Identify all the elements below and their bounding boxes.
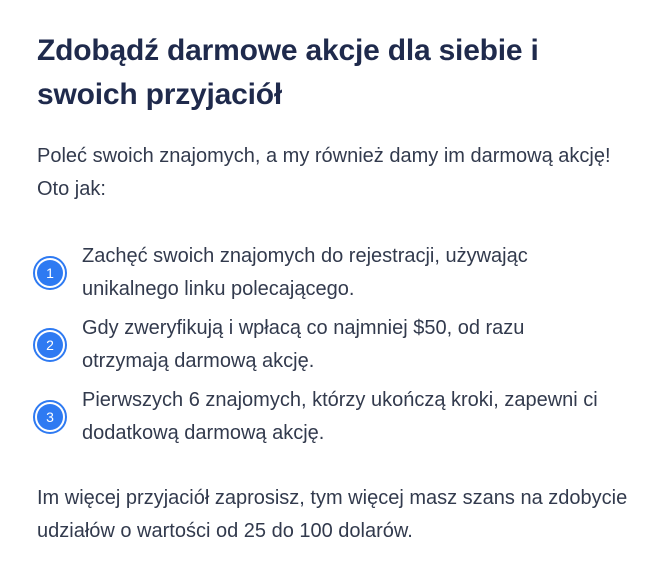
step-item-2 (37, 312, 634, 378)
step-2-number: 2 (37, 332, 63, 358)
steps-list (37, 240, 634, 450)
step-1-text: Zachęć swoich znajomych do rejestracji, używając unikalnego linku polecającego. (82, 245, 528, 300)
step-2-text: Gdy zweryfikują i wpłacą co najmniej $50, od razu otrzymają darmową akcję. (82, 317, 525, 372)
step-item-1 (37, 240, 634, 306)
page-title: Zdobądź darmowe akcje dla siebie i swoich przyjaciół (37, 34, 539, 111)
step-1-number: 1 (37, 260, 63, 286)
step-3-number: 3 (37, 404, 63, 430)
footer-text: Im więcej przyjaciół zaprosisz, tym więcej masz szans na zdobycie udziałów o wartości od 25 do 100 dolarów. (37, 487, 628, 542)
step-3-number-badge (33, 400, 67, 434)
intro-text: Poleć swoich znajomych, a my również damy im darmową akcję! Oto jak: (37, 145, 611, 200)
step-3-text: Pierwszych 6 znajomych, którzy ukończą kroki, zapewni ci dodatkową darmową akcję. (82, 389, 598, 444)
step-item-3 (37, 384, 634, 450)
step-2-number-badge (33, 328, 67, 362)
step-1-number-badge (33, 256, 67, 290)
